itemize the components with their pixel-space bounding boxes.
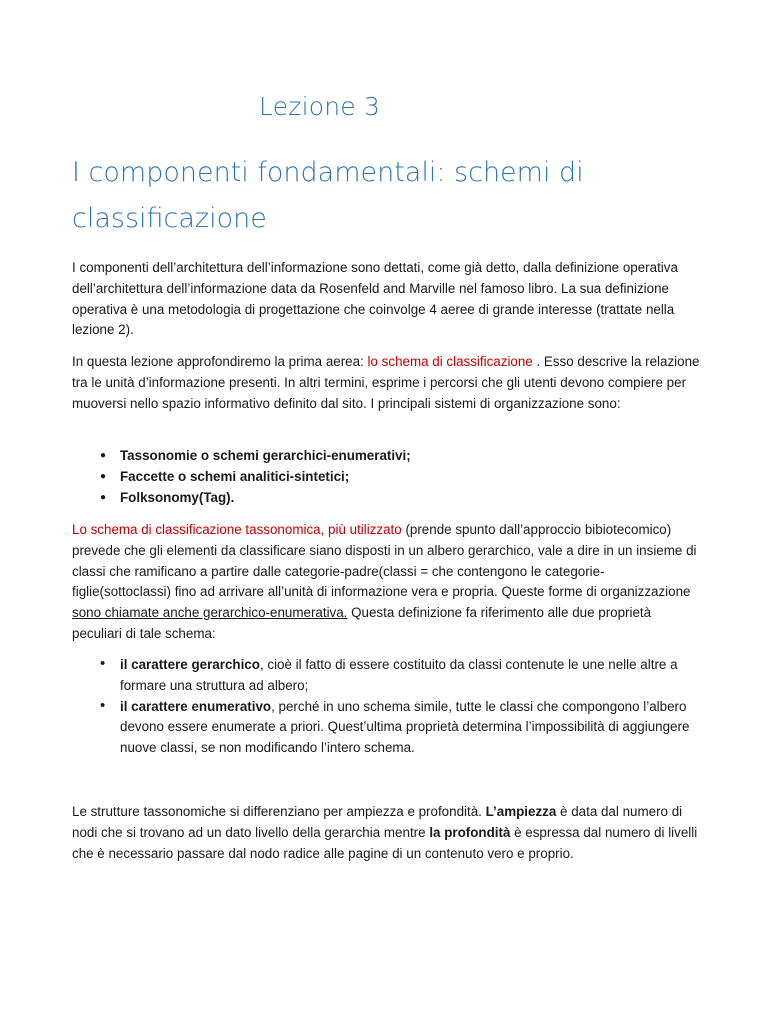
p4-text-2: è data dal numero di nodi che si trovano ad un dato livello della gerarchia mentre xyxy=(72,804,683,840)
paragraph-breadth-depth xyxy=(72,802,702,864)
p4-text-1: Le strutture tassonomiche si differenziano per ampiezza e profondità. xyxy=(72,804,486,819)
paragraph-lesson-focus xyxy=(72,352,702,414)
p3-text-after: Questa definizione fa riferimento alle due proprietà peculiari di tale schema: xyxy=(72,605,652,641)
paragraph-taxonomy xyxy=(72,520,702,645)
p4-bold-breadth: L’ampiezza xyxy=(485,804,557,819)
property-text: , cioè il fatto di essere costituito da classi contenute le une nelle altre a formare una struttura ad albero; xyxy=(120,657,678,693)
list-item xyxy=(72,655,702,697)
p3-text-mid: (prende spunto dall’approccio bibiotecomico) prevede che gli elementi da classificare siano disposti in un albero gerarchico, vale a dire in un insieme di classi che ramificano a partire dalle categorie-padre(classi = che contengono le categorie-figlie(sottoclassi) fino ad arrivare all’unità di informazione vera e propria. Queste forme di organizzazione xyxy=(72,522,697,600)
property-term: il carattere enumerativo xyxy=(120,698,272,714)
p4-bold-depth: la profondità xyxy=(429,824,511,840)
list-item: ● Folksonomy(Tag). xyxy=(72,488,702,509)
p2-text-after: . Esso descrive la relazione tra le unità d’informazione presenti. In altri termini, esprime i percorsi che gli utenti devono compiere per muoversi nello spazio informativo definito dal sito. I principali sistemi di organizzazione sono: xyxy=(72,354,700,411)
list-item: ● Faccette o schemi analitici-sintetici; xyxy=(72,467,702,488)
list-item: ● Tassonomie o schemi gerarchici-enumerativi; xyxy=(72,446,702,467)
p4-text-3: è espressa dal numero di livelli che è necessario passare dal nodo radice alle pagine di un contenuto vero e proprio. xyxy=(72,824,698,861)
taxonomy-properties-list xyxy=(72,655,702,759)
property-term: il carattere gerarchico xyxy=(120,657,260,672)
paragraph-intro: I componenti dell’architettura dell’informazione sono dettati, come già detto, dalla definizione operativa dell’architettura dell’informazione data da Rosenfeld and Marville nel famoso libro. La sua definizione operativa è una metodologia di progettazione che coinvolge 4 aeree di grande interesse (trattate nella lezione 2). xyxy=(72,260,678,338)
lesson-title: Lezione 3 xyxy=(259,92,381,121)
p2-highlight: lo schema di classificazione xyxy=(367,354,533,369)
p2-text-before: In questa lezione approfondiremo la prima aerea: xyxy=(72,354,368,369)
organization-systems-list xyxy=(72,446,702,508)
section-heading: I componenti fondamentali: schemi di classificazione xyxy=(72,157,584,234)
p3-underlined: sono chiamate anche gerarchico-enumerativa. xyxy=(72,605,348,621)
p3-highlight: Lo schema di classificazione tassonomica, più utilizzato xyxy=(72,522,402,537)
property-text: , perché in uno schema simile, tutte le classi che compongono l’albero devono essere enumerate a priori. Quest’ultima proprietà determina l’impossibilità di aggiungere nuove classi, se non modificando l’intero schema. xyxy=(120,698,690,756)
list-item xyxy=(72,697,702,759)
